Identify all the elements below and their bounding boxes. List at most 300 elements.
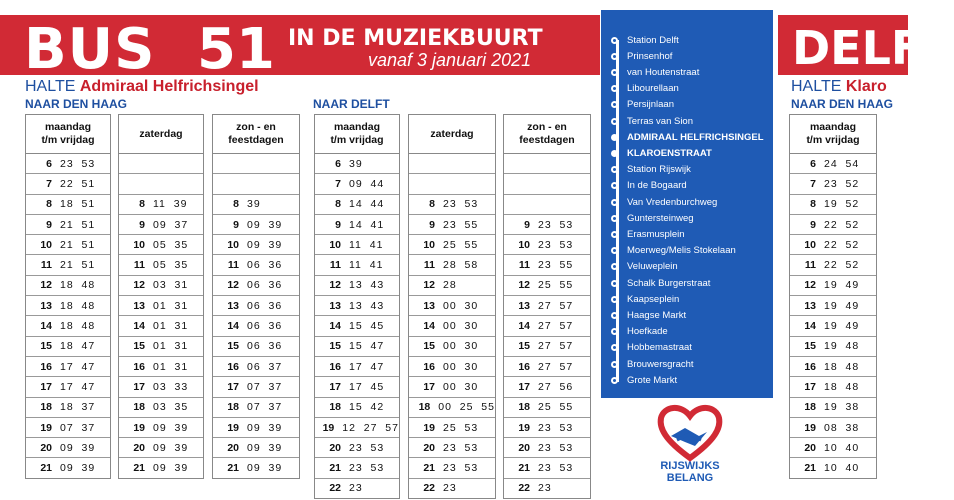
hour-cell: 8	[810, 198, 816, 211]
table-row	[119, 337, 203, 357]
hour-cell: 10	[329, 238, 341, 251]
minutes-cell: 18 48	[824, 380, 860, 393]
minutes-cell: 09 39	[247, 441, 283, 454]
stop-name: Van Vredenburchweg	[627, 196, 718, 208]
minutes-cell: 09 39	[60, 441, 96, 454]
stop-name: Terras van Sion	[627, 115, 694, 127]
table-row	[26, 418, 110, 438]
hour-cell: 21	[40, 462, 52, 475]
minutes-cell: 19 49	[824, 279, 860, 292]
minutes-cell: 00 30	[443, 380, 479, 393]
table-row	[119, 296, 203, 316]
hour-cell: 11	[518, 259, 530, 272]
hour-cell: 19	[518, 421, 530, 434]
heart-hands-icon	[655, 402, 725, 462]
minutes-cell: 18 51	[60, 198, 96, 211]
minutes-cell: 03 33	[153, 380, 189, 393]
route-stop	[611, 260, 678, 274]
minutes-cell: 07 37	[247, 380, 283, 393]
table-row	[504, 215, 590, 235]
minutes-cell: 00 30	[443, 299, 479, 312]
stop-dot-icon	[611, 150, 618, 157]
hour-cell: 14	[133, 320, 145, 333]
table-row	[315, 479, 399, 498]
route-stop	[611, 163, 691, 177]
hour-cell: 10	[40, 238, 52, 251]
table-row	[409, 316, 495, 336]
table-row	[790, 357, 876, 377]
minutes-cell: 09 39	[60, 462, 96, 475]
hour-cell: 16	[804, 360, 816, 373]
hour-cell: 14	[227, 320, 239, 333]
hour-cell: 13	[804, 299, 816, 312]
bus-number: 51	[197, 17, 275, 82]
hour-cell: 9	[46, 218, 52, 231]
stop-name: Station Rijswijk	[627, 164, 691, 176]
table-row	[119, 377, 203, 397]
minutes-cell: 13 43	[349, 299, 385, 312]
minutes-cell: 13 43	[349, 279, 385, 292]
minutes-cell: 21 51	[60, 218, 96, 231]
table-row	[409, 377, 495, 397]
hour-cell: 22	[518, 482, 530, 495]
hour-cell: 9	[139, 218, 145, 231]
minutes-cell: 19 38	[824, 401, 860, 414]
stop-name: Hoefkade	[627, 326, 668, 338]
minutes-cell: 06 36	[247, 299, 283, 312]
table-row	[409, 255, 495, 275]
table-row	[409, 438, 495, 458]
table-row	[504, 377, 590, 397]
hour-cell: 6	[810, 157, 816, 170]
stop-name: Prinsenhof	[627, 50, 673, 62]
stop-dot-icon	[611, 312, 618, 319]
table-row	[790, 418, 876, 438]
hour-cell: 20	[329, 441, 341, 454]
minutes-cell: 24 54	[824, 157, 860, 170]
hour-cell: 16	[133, 360, 145, 373]
hour-cell: 22	[329, 482, 341, 495]
stop-dot-icon	[611, 377, 618, 384]
minutes-cell: 22 51	[60, 177, 96, 190]
minutes-cell: 23 55	[538, 259, 574, 272]
table-row	[790, 255, 876, 275]
minutes-cell: 27 57	[538, 360, 574, 373]
hour-cell: 21	[329, 462, 341, 475]
hour-cell: 11	[804, 259, 816, 272]
table-row	[504, 154, 590, 174]
table-row	[504, 398, 590, 418]
hour-cell: 15	[40, 340, 52, 353]
date-label: vanaf 3 januari 2021	[368, 50, 532, 70]
hour-cell: 18	[329, 401, 341, 414]
minutes-cell: 00 25 55	[438, 401, 495, 414]
hour-cell: 17	[518, 380, 530, 393]
table-row	[315, 215, 399, 235]
table-row	[409, 398, 495, 418]
hour-cell: 16	[423, 360, 435, 373]
table-row	[409, 296, 495, 316]
table-row	[790, 276, 876, 296]
minutes-cell: 39	[247, 198, 261, 211]
timetable-header: zon - en feestdagen	[504, 115, 590, 154]
route-stop	[611, 276, 710, 290]
direction-den-haag-right: NAAR DEN HAAG	[791, 97, 893, 111]
minutes-cell: 25 55	[443, 238, 479, 251]
minutes-cell: 09 39	[153, 421, 189, 434]
stop-dot-icon	[611, 134, 618, 141]
table-row	[26, 316, 110, 336]
table-row	[790, 195, 876, 215]
hour-cell: 15	[329, 340, 341, 353]
table-row	[409, 418, 495, 438]
minutes-cell: 00 30	[443, 340, 479, 353]
hour-cell: 9	[233, 218, 239, 231]
table-row	[790, 316, 876, 336]
minutes-cell: 22 52	[824, 218, 860, 231]
route-stop	[611, 146, 712, 160]
stop-dot-icon	[611, 344, 618, 351]
stop-dot-icon	[611, 280, 618, 287]
minutes-cell: 28 58	[443, 259, 479, 272]
hour-cell: 9	[810, 218, 816, 231]
table-row	[213, 357, 299, 377]
minutes-cell: 01 31	[153, 299, 189, 312]
minutes-cell: 23 53	[60, 157, 96, 170]
minutes-cell: 07 37	[247, 401, 283, 414]
table-row	[26, 337, 110, 357]
route-stop	[611, 227, 685, 241]
hour-cell: 11	[133, 259, 145, 272]
hour-cell: 18	[133, 401, 145, 414]
hour-cell: 8	[335, 198, 341, 211]
stop-name: Guntersteinweg	[627, 212, 694, 224]
table-row	[26, 235, 110, 255]
stop-name: Erasmusplein	[627, 228, 685, 240]
hour-cell: 10	[423, 238, 435, 251]
route-stop	[611, 179, 687, 193]
table-row	[26, 458, 110, 477]
table-row	[315, 174, 399, 194]
minutes-cell: 05 35	[153, 238, 189, 251]
minutes-cell: 23 53	[538, 218, 574, 231]
route-stop	[611, 114, 693, 128]
hour-cell: 12	[227, 279, 239, 292]
minutes-cell: 23 52	[824, 177, 860, 190]
table-row	[213, 215, 299, 235]
stop-dot-icon	[611, 361, 618, 368]
hour-cell: 16	[518, 360, 530, 373]
stop-name: Hobbemastraat	[627, 342, 692, 354]
hour-cell: 20	[133, 441, 145, 454]
minutes-cell: 19 48	[824, 340, 860, 353]
minutes-cell: 11 41	[349, 238, 384, 251]
minutes-cell: 09 39	[153, 462, 189, 475]
table-row	[213, 398, 299, 418]
hour-cell: 12	[423, 279, 435, 292]
hour-cell: 9	[429, 218, 435, 231]
table-row	[213, 337, 299, 357]
hour-cell: 14	[518, 320, 530, 333]
hour-cell: 11	[329, 259, 341, 272]
hour-cell: 8	[233, 198, 239, 211]
minutes-cell: 06 37	[247, 360, 283, 373]
stop-dot-icon	[611, 199, 618, 206]
hour-cell: 17	[227, 380, 239, 393]
stop-name: Moerweg/Melis Stokelaan	[627, 245, 736, 257]
table-row	[504, 296, 590, 316]
table-row	[315, 255, 399, 275]
table-row	[790, 438, 876, 458]
hour-cell: 15	[423, 340, 435, 353]
minutes-cell: 27 57	[538, 320, 574, 333]
table-row	[213, 174, 299, 194]
hour-cell: 8	[429, 198, 435, 211]
table-row	[119, 215, 203, 235]
stop-dot-icon	[611, 166, 618, 173]
minutes-cell: 23 53	[349, 462, 385, 475]
timetable-2	[118, 114, 204, 479]
minutes-cell: 06 36	[247, 259, 283, 272]
hour-cell: 14	[40, 320, 52, 333]
table-row	[409, 357, 495, 377]
minutes-cell: 09 44	[349, 177, 385, 190]
hour-cell: 20	[518, 441, 530, 454]
minutes-cell: 10 40	[824, 441, 860, 454]
minutes-cell: 22 52	[824, 238, 860, 251]
table-row	[213, 377, 299, 397]
hour-cell: 7	[810, 177, 816, 190]
table-row	[119, 235, 203, 255]
stop-dot-icon	[611, 328, 618, 335]
minutes-cell: 22 52	[824, 259, 860, 272]
hour-cell: 13	[227, 299, 239, 312]
table-row	[409, 479, 495, 498]
logo-line-1: RIJSWIJKS	[660, 460, 720, 472]
route-stop	[611, 130, 764, 144]
table-row	[504, 337, 590, 357]
hour-cell: 18	[227, 401, 239, 414]
timetable-6	[503, 114, 591, 499]
stop-dot-icon	[611, 182, 618, 189]
stop-dot-icon	[611, 215, 618, 222]
table-row	[409, 215, 495, 235]
hour-cell: 17	[423, 380, 435, 393]
hour-cell: 18	[40, 401, 52, 414]
hour-cell: 11	[40, 259, 52, 272]
stop-dot-icon	[611, 118, 618, 125]
timetable-4	[314, 114, 400, 499]
table-row	[213, 154, 299, 174]
halte-label-right: HALTE Klaro	[791, 78, 887, 95]
minutes-cell: 25 53	[443, 421, 479, 434]
table-row	[119, 458, 203, 477]
table-row	[26, 174, 110, 194]
table-row	[26, 357, 110, 377]
table-row	[790, 398, 876, 418]
rijswijks-belang-logo	[655, 402, 725, 492]
hour-cell: 21	[133, 462, 145, 475]
hour-cell: 16	[329, 360, 341, 373]
hour-cell: 12	[804, 279, 816, 292]
subtitle: IN DE MUZIEKBUURT	[288, 26, 543, 51]
route-stop	[611, 211, 694, 225]
minutes-cell: 14 44	[349, 198, 385, 211]
minutes-cell: 03 35	[153, 401, 189, 414]
hour-cell: 14	[423, 320, 435, 333]
hour-cell: 12	[40, 279, 52, 292]
hour-cell: 7	[46, 177, 52, 190]
timetable-header: maandag t/m vrijdag	[26, 115, 110, 154]
route-stop	[611, 325, 668, 339]
minutes-cell: 00 30	[443, 360, 479, 373]
table-row	[119, 316, 203, 336]
table-row	[213, 458, 299, 477]
table-row	[119, 276, 203, 296]
minutes-cell: 28	[443, 279, 457, 292]
minutes-cell: 09 39	[153, 441, 189, 454]
minutes-cell: 06 36	[247, 279, 283, 292]
table-row	[26, 276, 110, 296]
minutes-cell: 23 53	[538, 421, 574, 434]
route-stop	[611, 33, 679, 47]
hour-cell: 19	[804, 421, 816, 434]
hour-cell: 18	[804, 401, 816, 414]
minutes-cell: 01 31	[153, 320, 189, 333]
minutes-cell: 06 36	[247, 340, 283, 353]
hour-cell: 14	[329, 320, 341, 333]
minutes-cell: 17 47	[60, 360, 96, 373]
minutes-cell: 07 37	[60, 421, 96, 434]
stop-name: Haagse Markt	[627, 309, 687, 321]
route-stop	[611, 82, 679, 96]
route-stop	[611, 357, 694, 371]
hour-cell: 18	[518, 401, 530, 414]
stop-dot-icon	[611, 296, 618, 303]
stop-dot-icon	[611, 85, 618, 92]
minutes-cell: 23 53	[443, 462, 479, 475]
minutes-cell: 12 27 57	[342, 421, 399, 434]
route-stop	[611, 373, 677, 387]
minutes-cell: 23 53	[538, 238, 574, 251]
hour-cell: 13	[329, 299, 341, 312]
minutes-cell: 15 45	[349, 320, 385, 333]
table-row	[790, 154, 876, 174]
route-stop	[611, 341, 692, 355]
stop-dot-icon	[611, 231, 618, 238]
stop-name: Persijnlaan	[627, 99, 674, 111]
route-stop	[611, 98, 674, 112]
minutes-cell: 11 41	[349, 259, 384, 272]
stop-dot-icon	[611, 263, 618, 270]
minutes-cell: 15 47	[349, 340, 385, 353]
direction-delft: NAAR DELFT	[313, 97, 390, 111]
table-row	[119, 438, 203, 458]
stop-name: In de Bogaard	[627, 180, 687, 192]
minutes-cell: 06 36	[247, 320, 283, 333]
minutes-cell: 27 57	[538, 299, 574, 312]
minutes-cell: 15 42	[349, 401, 385, 414]
hour-cell: 20	[423, 441, 435, 454]
table-row	[504, 235, 590, 255]
hour-cell: 11	[227, 259, 239, 272]
stop-name: Kaapseplein	[627, 293, 680, 305]
table-row	[409, 337, 495, 357]
minutes-cell: 19 49	[824, 320, 860, 333]
minutes-cell: 18 37	[60, 401, 96, 414]
minutes-cell: 09 39	[247, 218, 283, 231]
table-row	[213, 195, 299, 215]
table-row	[26, 195, 110, 215]
hour-cell: 15	[133, 340, 145, 353]
stop-name: Brouwersgracht	[627, 358, 694, 370]
stop-name: Schalk Burgerstraat	[627, 277, 711, 289]
minutes-cell: 25 55	[538, 279, 574, 292]
hour-cell: 12	[133, 279, 145, 292]
hour-cell: 12	[329, 279, 341, 292]
table-row	[504, 418, 590, 438]
table-row	[213, 255, 299, 275]
hour-cell: 13	[423, 299, 435, 312]
bus-label: BUS	[24, 17, 156, 82]
table-row	[119, 357, 203, 377]
table-row	[409, 195, 495, 215]
minutes-cell: 23	[538, 482, 552, 495]
table-row	[213, 316, 299, 336]
table-row	[790, 377, 876, 397]
hour-cell: 13	[40, 299, 52, 312]
minutes-cell: 01 31	[153, 360, 189, 373]
hour-cell: 15	[804, 340, 816, 353]
hour-cell: 8	[139, 198, 145, 211]
halte-name: Admiraal Helfrichsingel	[79, 78, 259, 95]
hour-cell: 13	[518, 299, 530, 312]
minutes-cell: 23 53	[443, 441, 479, 454]
table-row	[119, 418, 203, 438]
table-row	[213, 438, 299, 458]
minutes-cell: 23 53	[443, 198, 479, 211]
minutes-cell: 23	[443, 482, 457, 495]
table-row	[119, 195, 203, 215]
hour-cell: 10	[518, 238, 530, 251]
table-row	[409, 154, 495, 174]
hour-cell: 19	[227, 421, 239, 434]
stop-dot-icon	[611, 247, 618, 254]
minutes-cell: 01 31	[153, 340, 189, 353]
hour-cell: 10	[227, 238, 239, 251]
table-row	[409, 458, 495, 478]
table-row	[119, 174, 203, 194]
hour-cell: 16	[227, 360, 239, 373]
stop-name: ADMIRAAL HELFRICHSINGEL	[627, 131, 764, 143]
route-stop	[611, 292, 679, 306]
hour-cell: 22	[423, 482, 435, 495]
table-row	[790, 215, 876, 235]
table-row	[790, 296, 876, 316]
minutes-cell: 21 51	[60, 238, 96, 251]
table-row	[504, 255, 590, 275]
halte-label-left: HALTE Admiraal Helfrichsingel	[25, 78, 259, 95]
minutes-cell: 18 48	[824, 360, 860, 373]
table-row	[790, 235, 876, 255]
hour-cell: 16	[40, 360, 52, 373]
table-row	[315, 398, 399, 418]
timetable-header: zaterdag	[409, 115, 495, 154]
minutes-cell: 23 53	[538, 441, 574, 454]
hour-cell: 15	[227, 340, 239, 353]
table-row	[213, 418, 299, 438]
hour-cell: 18	[418, 401, 431, 414]
